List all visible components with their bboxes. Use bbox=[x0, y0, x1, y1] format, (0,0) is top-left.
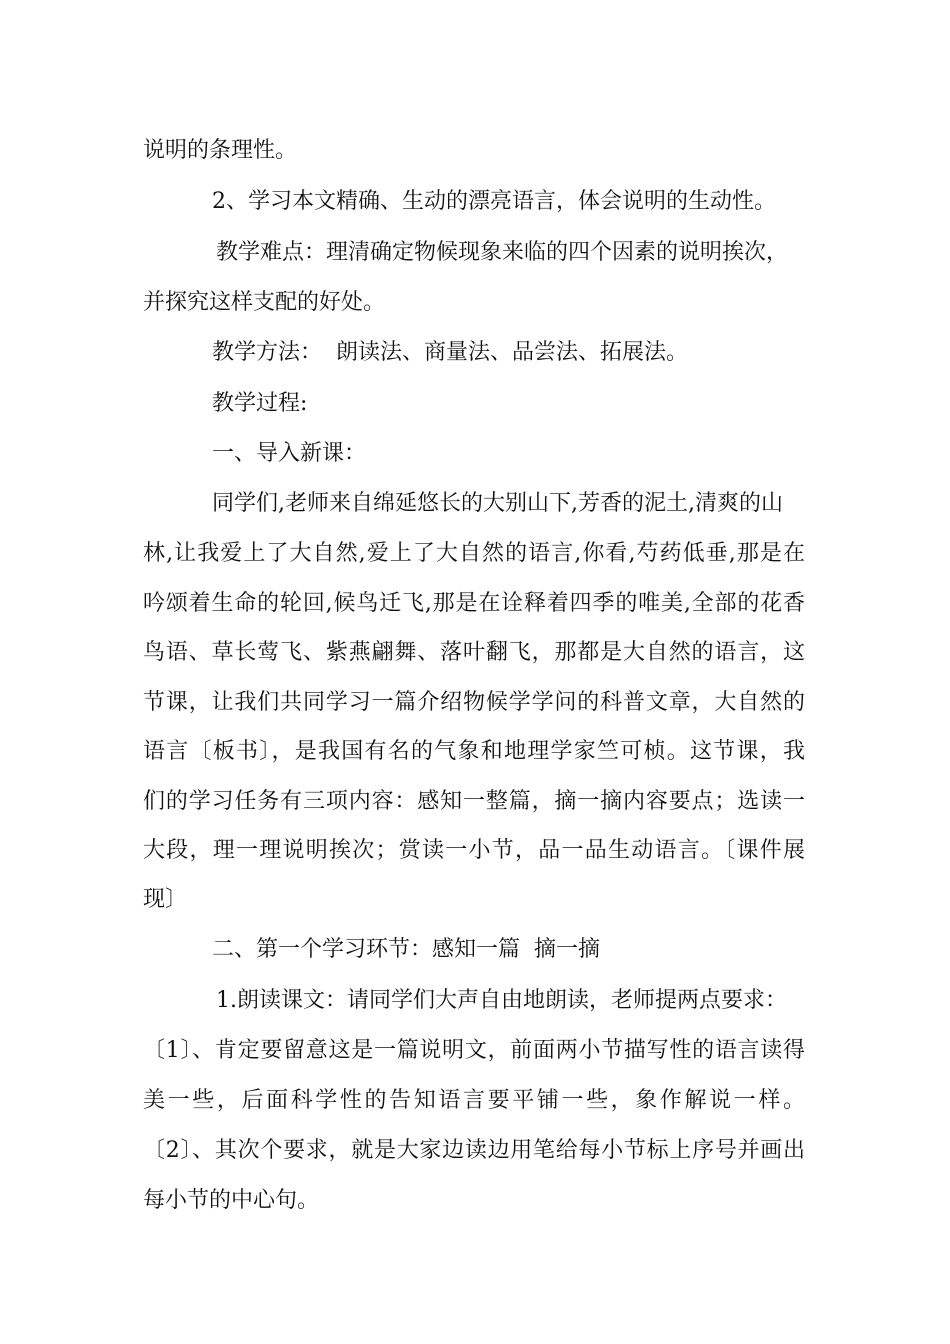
text-line-8: 同学们,老师来自绵延悠长的大别山下,芳香的泥土,清爽的山 bbox=[212, 491, 783, 516]
text-line-14: 们的学习任务有三项内容：感知一整篇，摘一摘内容要点；选读一 bbox=[143, 789, 805, 814]
text-line-16: 现〕 bbox=[143, 887, 188, 912]
text-line-19: 〔1〕、肯定要留意这是一篇说明文，前面两小节描写性的语言读得 bbox=[143, 1038, 805, 1063]
text-line-6: 教学过程: bbox=[212, 391, 308, 416]
text-line-20: 美一些，后面科学性的告知语言要平铺一些，象作解说一样。 bbox=[143, 1088, 805, 1113]
text-line-13: 语言〔板书〕，是我国有名的气象和地理学家竺可桢。这节课，我 bbox=[143, 739, 805, 764]
text-line-10: 吟颂着生命的轮回,候鸟迁飞,那是在诠释着四季的唯美,全部的花香 bbox=[143, 591, 805, 616]
text-line-22: 每小节的中心句。 bbox=[143, 1188, 320, 1213]
text-line-3: 教学难点：理清确定物候现象来临的四个因素的说明挨次， bbox=[216, 240, 789, 265]
text-line-2: 2、学习本文精确、生动的漂亮语言，体会说明的生动性。 bbox=[212, 189, 776, 214]
text-line-11: 鸟语、草长莺飞、紫燕翩舞、落叶翻飞，那都是大自然的语言，这 bbox=[143, 640, 805, 665]
text-line-15: 大段，理一理说明挨次；赏读一小节，品一品生动语言。〔课件展 bbox=[143, 838, 805, 863]
text-line-9: 林,让我爱上了大自然,爱上了大自然的语言,你看,芍药低垂,那是在 bbox=[143, 541, 805, 566]
text-line-4: 并探究这样支配的好处。 bbox=[143, 290, 386, 315]
text-line-21: 〔2〕、其次个要求，就是大家边读边用笔给每小节标上序号并画出 bbox=[143, 1138, 805, 1163]
text-line-1: 说明的条理性。 bbox=[143, 138, 298, 163]
text-line-12: 节课，让我们共同学习一篇介绍物候学学问的科普文章，大自然的 bbox=[143, 690, 805, 715]
text-line-18: 1.朗读课文：请同学们大声自由地朗读，老师提两点要求： bbox=[216, 988, 787, 1013]
text-line-17: 二、第一个学习环节：感知一篇 摘一摘 bbox=[212, 937, 600, 962]
text-line-7: 一、导入新课： bbox=[212, 441, 367, 466]
text-line-5: 教学方法： 朗读法、商量法、品尝法、拓展法。 bbox=[212, 340, 688, 365]
